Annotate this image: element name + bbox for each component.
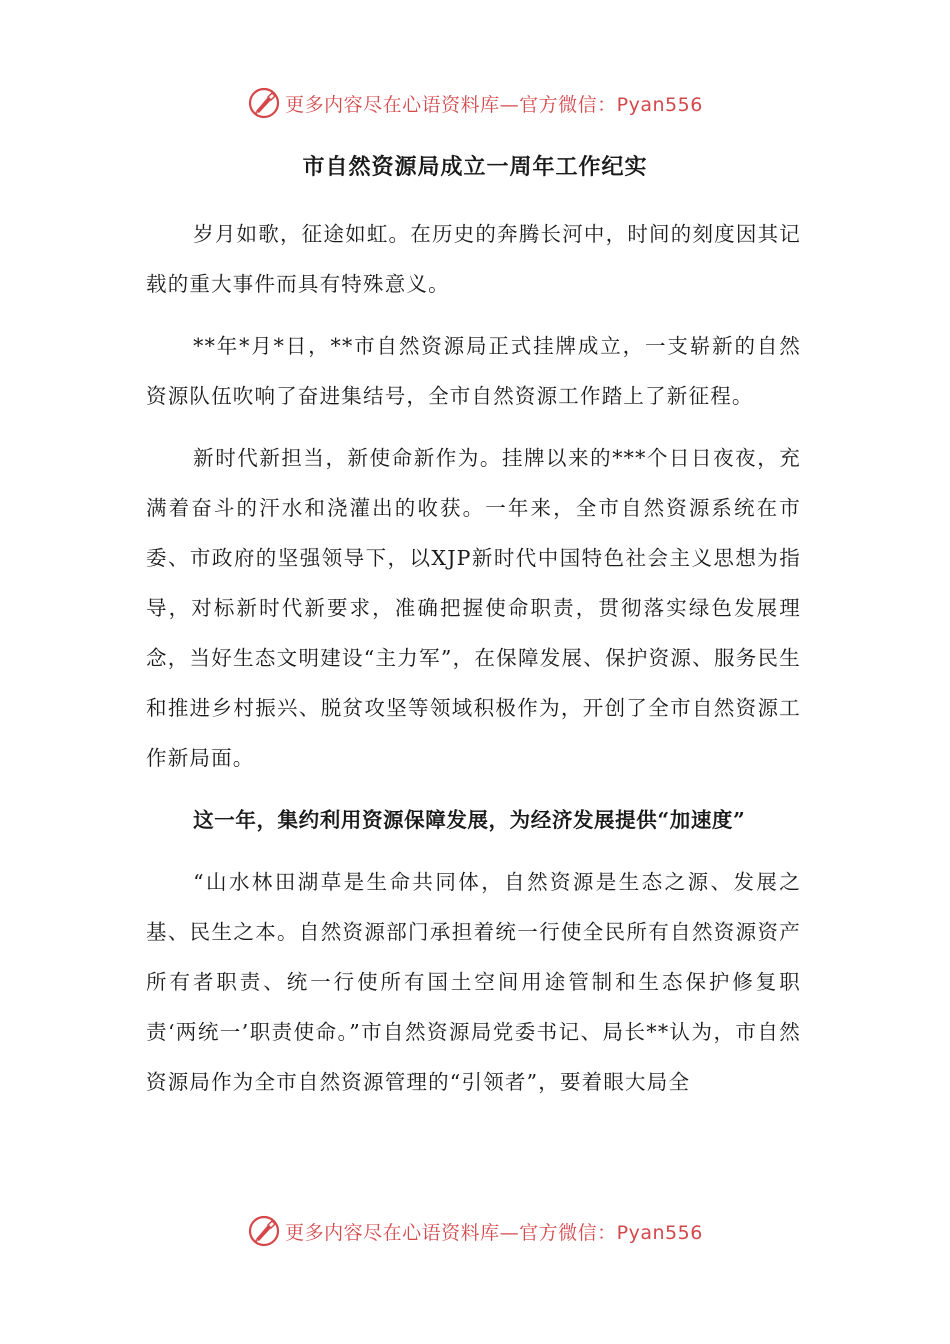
header-watermark	[0, 83, 950, 123]
section-heading: 这一年，集约利用资源保障发展，为经济发展提供“加速度”	[193, 808, 746, 832]
document-title: 市自然资源局成立一周年工作纪实	[302, 154, 648, 180]
paragraph: 岁月如歌，征途如虹。在历史的奔腾长河中，时间的刻度因其记载的重大事件而具有特殊意义。	[146, 222, 801, 296]
paragraph: “山水林田湖草是生命共同体，自然资源是生态之源、发展之基、民生之本。自然资源部门承担着统一行使全民所有自然资源资产所有者职责、统一行使所有国土空间用途管制和生态保护修复职责‘两统一’职责使命。”市自然资源局党委书记、局长**认为，市自然资源局作为全市自然资源管理的“引领者”，要着眼大局全	[146, 870, 801, 1094]
watermark-handle: Pyan556	[616, 93, 703, 116]
watermark-handle: Pyan556	[616, 1221, 703, 1244]
pen-logo-icon	[247, 86, 281, 120]
document-body	[146, 209, 801, 1119]
pen-logo-icon	[247, 1214, 281, 1248]
watermark-text	[285, 90, 703, 117]
paragraph: **年*月*日，**市自然资源局正式挂牌成立，一支崭新的自然资源队伍吹响了奋进集结号，全市自然资源工作踏上了新征程。	[146, 334, 801, 408]
watermark-text	[285, 1218, 703, 1245]
watermark-label: 更多内容尽在心语资料库—官方微信：	[285, 1221, 617, 1244]
watermark-label: 更多内容尽在心语资料库—官方微信：	[285, 93, 617, 116]
paragraph: 新时代新担当，新使命新作为。挂牌以来的***个日日夜夜，充满着奋斗的汗水和浇灌出的收获。一年来，全市自然资源系统在市委、市政府的坚强领导下，以XJP新时代中国特色社会主义思想为指导，对标新时代新要求，准确把握使命职责，贯彻落实绿色发展理念，当好生态文明建设“主力军”，在保障发展、保护资源、服务民生和推进乡村振兴、脱贫攻坚等领域积极作为，开创了全市自然资源工作新局面。	[146, 446, 801, 770]
footer-watermark	[0, 1211, 950, 1251]
